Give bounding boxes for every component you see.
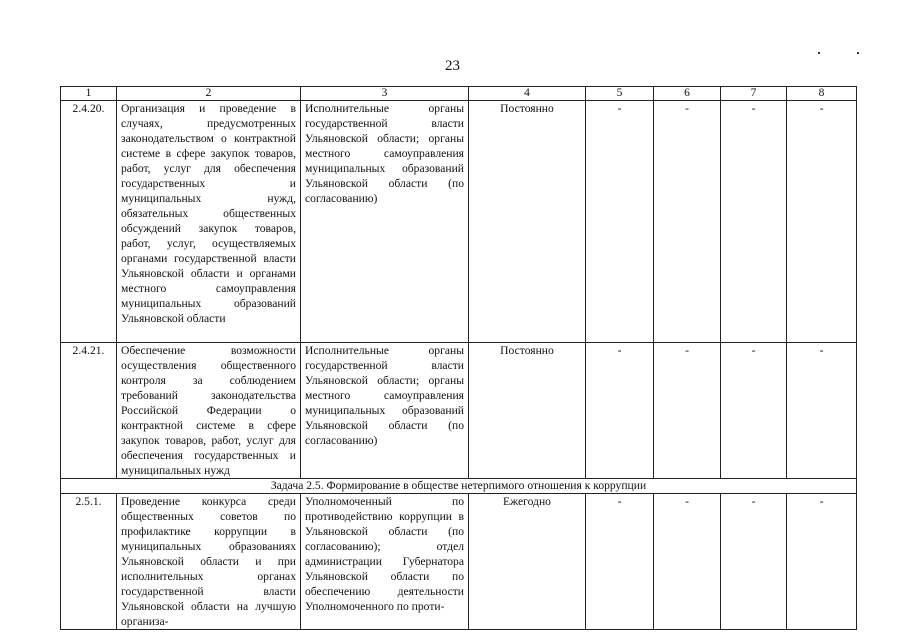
activity-cell: Организация и проведение в случаях, предусмотренных законодательством о контрактной системе в сфере закупок товаров, работ, услуг для обеспечения государственных и муниципальных нужд, обязательных общественных обсуждений закупок товаров, работ, услуг, осуществляемых органами государственной власти Ульяновской области и органами местного самоуправления муниципальных образований Ульяновской области [117, 101, 301, 343]
task-heading-row [61, 479, 857, 494]
table-row [61, 494, 857, 630]
header-cell-2: 2 [117, 87, 301, 101]
executors-cell: Исполнительные органы государственной власти Ульяновской области; органы местного самоуправления муниципальных образований Ульяновской области (по согласованию) [301, 101, 469, 343]
header-cell-1: 1 [61, 87, 117, 101]
header-cell-6: 6 [654, 87, 721, 101]
header-cell-7: 7 [721, 87, 787, 101]
activity-cell: Обеспечение возможности осуществления общественного контроля за соблюдением требований законодательства Российской Федерации о контрактной системе в сфере закупок товаров, работ, услуг для обеспечения государственных и муниципальных нужд [117, 343, 301, 479]
row-number: 2.4.20. [61, 101, 117, 343]
activity-cell: Проведение конкурса среди общественных советов по профилактике коррупции в муниципальных образованиях Ульяновской области и при исполнительных органах государственной власти Ульяновской области на лучшую организа- [117, 494, 301, 630]
page-number: 23 [445, 58, 460, 74]
value-cell-6: - [654, 494, 721, 630]
value-cell-8: - [787, 494, 857, 630]
header-cell-5: 5 [586, 87, 654, 101]
value-cell-7: - [721, 494, 787, 630]
row-number: 2.5.1. [61, 494, 117, 630]
executors-cell: Уполномоченный по противодействию коррупции в Ульяновской области (по согласованию); отдел администрации Губернатора Ульяновской области по обеспечению деятельности Уполномоченного по проти- [301, 494, 469, 630]
scan-speck [818, 52, 820, 54]
value-cell-8: - [787, 101, 857, 343]
row-number: 2.4.21. [61, 343, 117, 479]
value-cell-6: - [654, 343, 721, 479]
value-cell-7: - [721, 101, 787, 343]
table-row [61, 101, 857, 343]
value-cell-7: - [721, 343, 787, 479]
term-cell: Постоянно [469, 101, 586, 343]
table-row [61, 343, 857, 479]
term-cell: Постоянно [469, 343, 586, 479]
header-row [61, 87, 857, 101]
value-cell-6: - [654, 101, 721, 343]
measures-table [60, 86, 857, 630]
header-cell-3: 3 [301, 87, 469, 101]
value-cell-5: - [586, 494, 654, 630]
header-cell-4: 4 [469, 87, 586, 101]
executors-cell: Исполнительные органы государственной власти Ульяновской области; органы местного самоуправления муниципальных образований Ульяновской области (по согласованию) [301, 343, 469, 479]
scan-speck [857, 52, 859, 54]
value-cell-5: - [586, 101, 654, 343]
task-heading: Задача 2.5. Формирование в обществе нетерпимого отношения к коррупции [61, 479, 857, 494]
value-cell-8: - [787, 343, 857, 479]
term-cell: Ежегодно [469, 494, 586, 630]
value-cell-5: - [586, 343, 654, 479]
header-cell-8: 8 [787, 87, 857, 101]
